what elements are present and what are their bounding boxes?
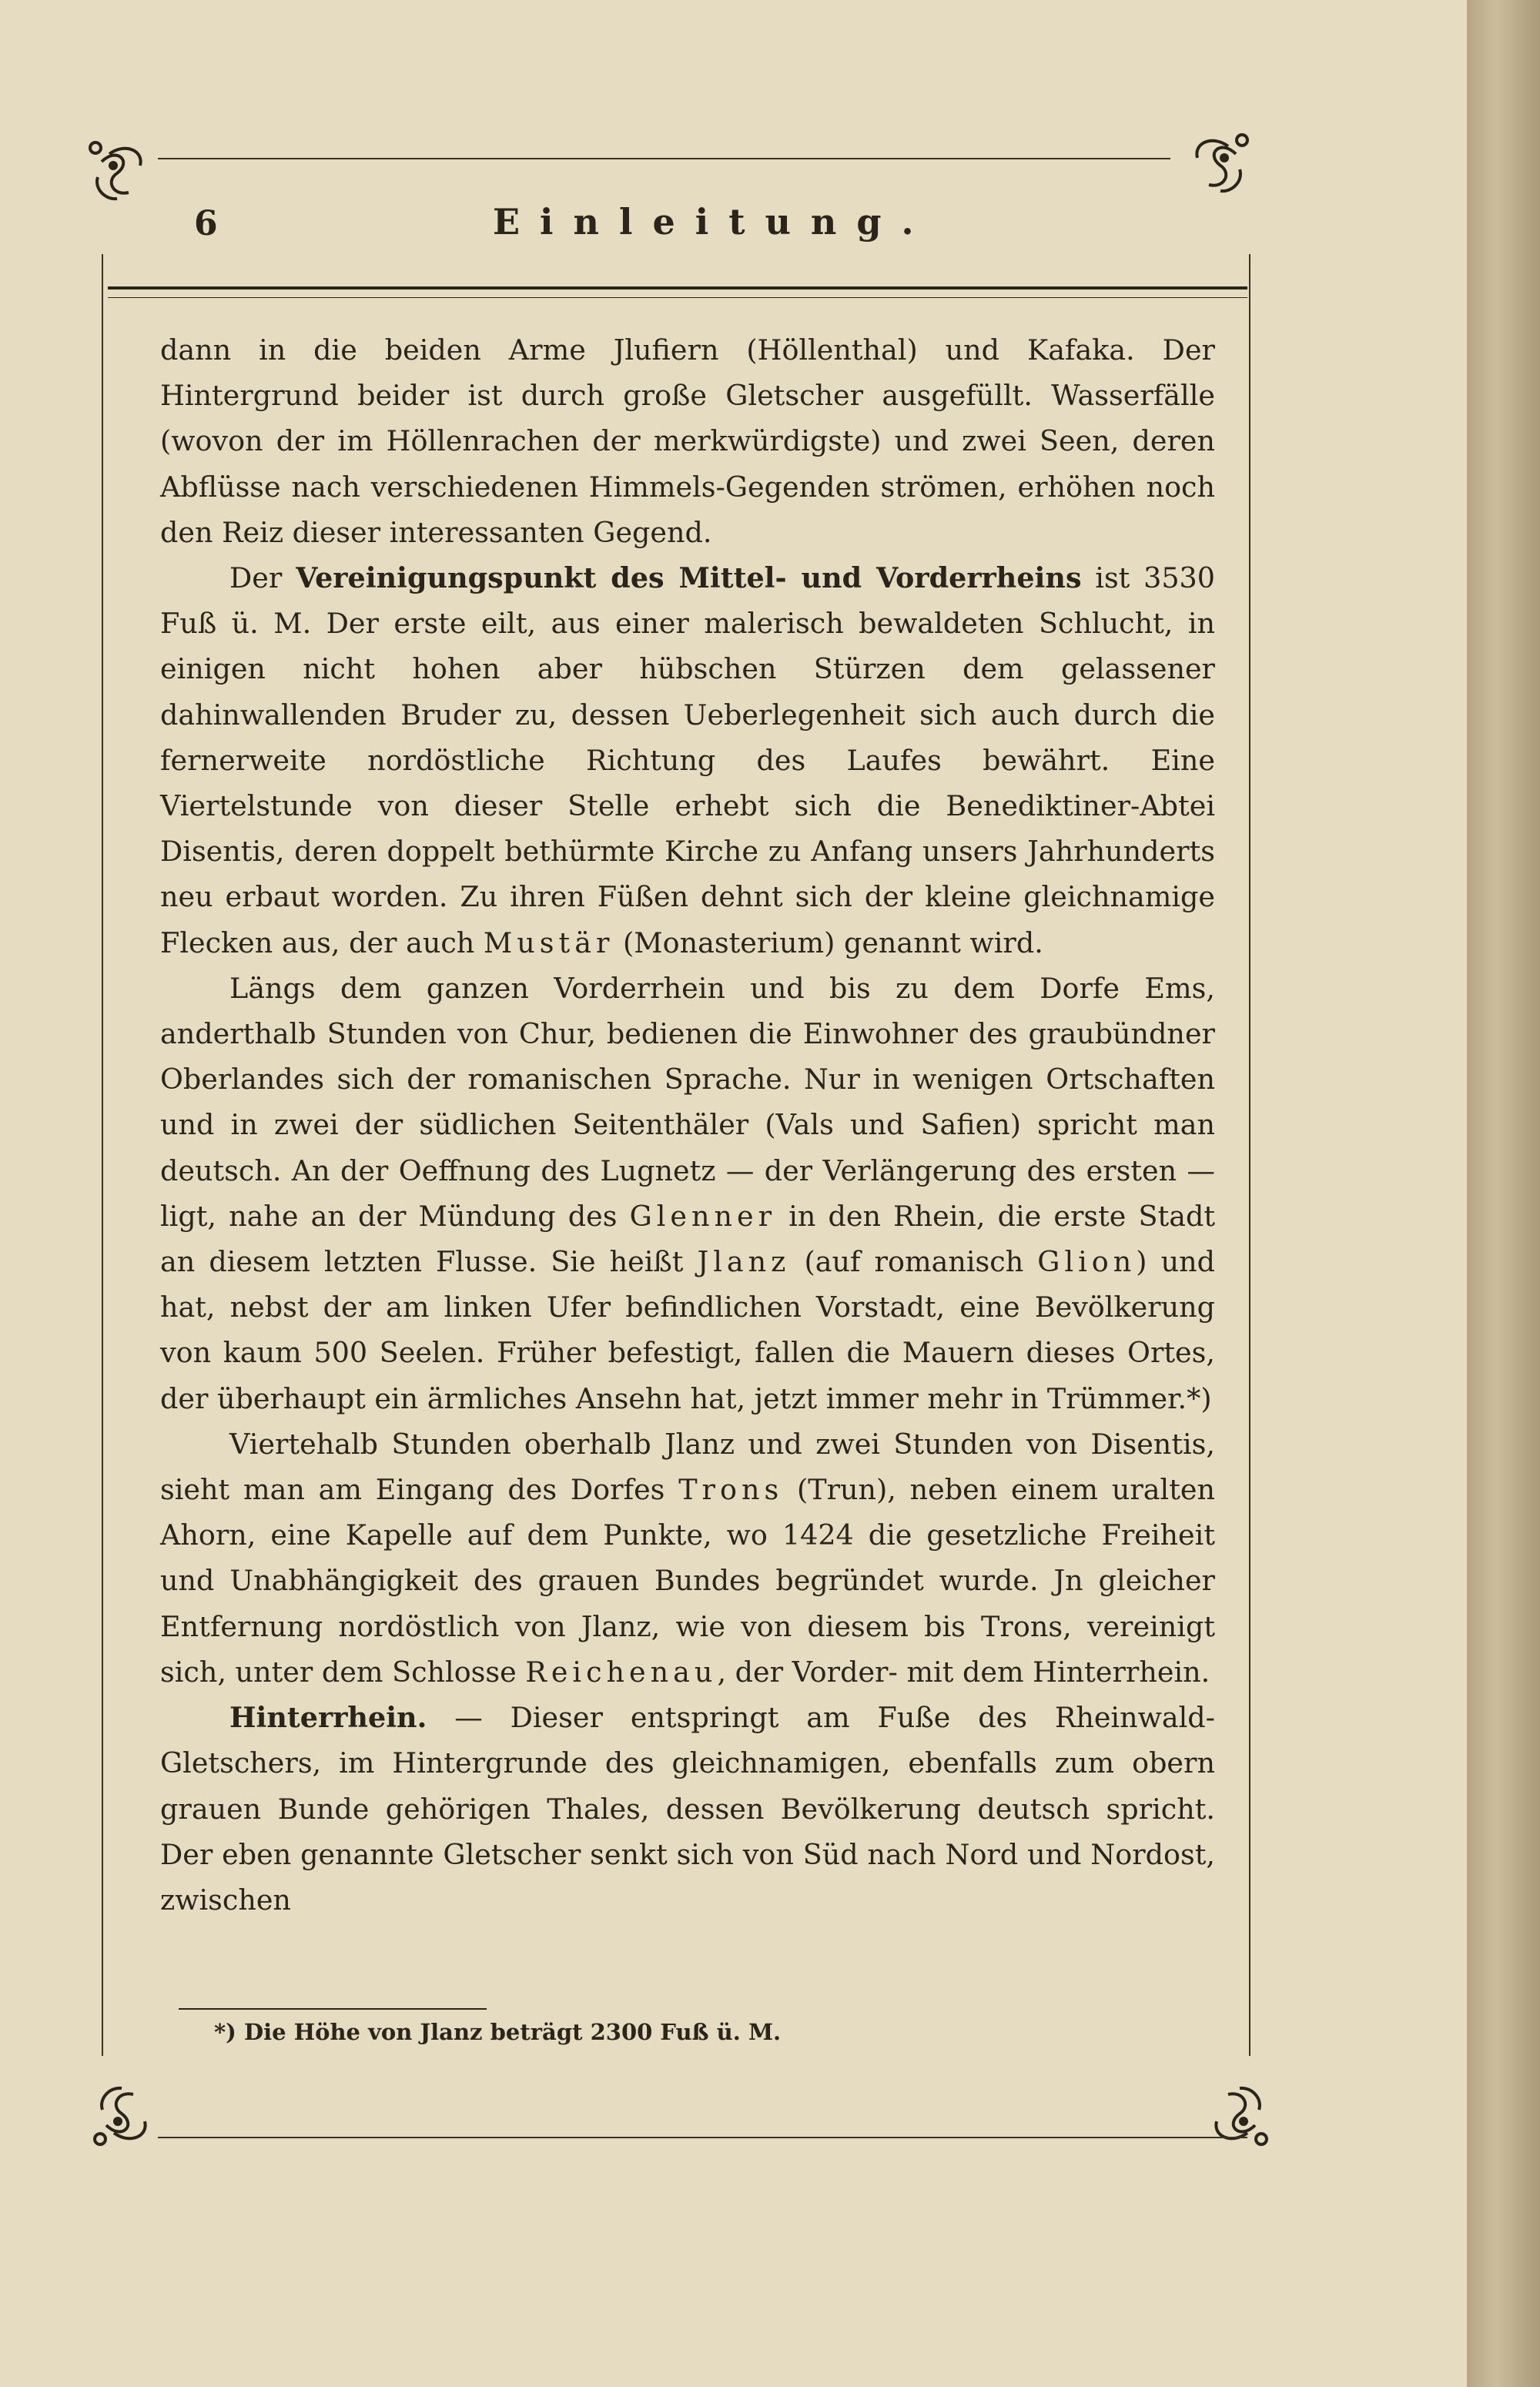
text-run: Längs dem ganzen Vorderrhein und bis zu dem Dorfe Ems, anderthalb Stunden von Chur, bedienen die Einwohner des graubündner Oberlandes sich der romanischen Sprache. Nur in wenigen Ortschaften und in zwei der südlichen Seitenthäler (Vals und Safien) spricht man deutsch. An der Oeffnung des Lugnetz — der Verlängerung des ersten — ligt, nahe an der Mündung des bbox=[160, 971, 1215, 1233]
text-run: (Monasterium) genannt wird. bbox=[614, 926, 1043, 959]
spaced-emphasis-text: Glion bbox=[1037, 1245, 1137, 1279]
text-run: in den Rhein, die erste Stadt an diesem letzten Flusse. Sie heißt bbox=[160, 1199, 1215, 1279]
footnote-rule bbox=[179, 2008, 487, 2010]
spaced-emphasis-text: Trons bbox=[678, 1473, 784, 1507]
text-run: , der Vorder- mit dem Hinterrhein. bbox=[717, 1655, 1210, 1689]
header-double-rule bbox=[108, 286, 1247, 298]
spaced-emphasis-text: Glenner bbox=[629, 1199, 777, 1233]
right-frame-rule bbox=[1249, 254, 1250, 2056]
book-spine-edge bbox=[1467, 0, 1540, 2387]
paragraph bbox=[160, 966, 1215, 1421]
bottom-frame-rule bbox=[158, 2137, 1247, 2138]
paragraph bbox=[160, 1421, 1215, 1695]
text-run: Der bbox=[229, 561, 296, 595]
paragraph bbox=[160, 1695, 1215, 1923]
paragraph bbox=[160, 555, 1215, 966]
body-text bbox=[160, 327, 1215, 1923]
spaced-emphasis-text: Mustär bbox=[483, 926, 614, 959]
page-header bbox=[154, 196, 1217, 250]
spaced-emphasis-text: Jlanz bbox=[697, 1245, 791, 1279]
bottom-left-ornament bbox=[91, 2079, 160, 2148]
text-run: (auf romanisch bbox=[790, 1245, 1038, 1279]
text-run: dann in die beiden Arme Jlufiern (Höllenthal) und Kafaka. Der Hintergrund beider ist durch große Gletscher ausgefüllt. Wasserfälle (wovon der im Höllenrachen der merkwürdigste) und zwei Seen, deren Abflüsse nach verschiedenen Himmels-Gegenden strömen, erhöhen noch den Reiz dieser interessanten Gegend. bbox=[160, 333, 1215, 549]
text-run: ) und hat, nebst der am linken Ufer befindlichen Vorstadt, eine Bevölkerung von kaum 500 Seelen. Früher befestigt, fallen die Mauern dieses Ortes, der überhaupt ein ärmliches Ansehn hat, jetzt immer mehr in Trümmer.*) bbox=[160, 1245, 1215, 1415]
bold-heading-text: Hinterrhein. bbox=[229, 1701, 427, 1735]
top-left-ornament bbox=[86, 139, 156, 208]
text-run: ist 3530 Fuß ü. M. Der erste eilt, aus einer malerisch bewaldeten Schlucht, in einigen nicht hohen aber hübschen Stürzen dem gelassener dahinwallenden Bruder zu, dessen Ueberlegenheit sich auch durch die fernerweite nordöstliche Richtung des Laufes bewährt. Eine Viertelstunde von dieser Stelle erhebt sich die Benediktiner-Abtei Disentis, deren doppelt bethürmte Kirche zu Anfang unsers Jahrhunderts neu erbaut worden. Zu ihren Füßen dehnt sich der kleine gleichnamige Flecken aus, der auch bbox=[160, 561, 1216, 959]
footnote: *) Die Höhe von Jlanz beträgt 2300 Fuß ü. M. bbox=[214, 2019, 782, 2045]
text-run: Viertehalb Stunden oberhalb Jlanz und zwei Stunden von Disentis, sieht man am Eingang des Dorfes bbox=[160, 1427, 1215, 1507]
text-run: — Dieser entspringt am Fuße des Rheinwald-Gletschers, im Hintergrunde des gleichnamigen, ebenfalls zum obern grauen Bunde gehörigen Thales, dessen Bevölkerung deutsch spricht. Der eben genannte Gletscher senkt sich von Süd nach Nord und Nordost, zwischen bbox=[160, 1701, 1215, 1917]
paragraph bbox=[160, 327, 1215, 555]
page-number: 6 bbox=[194, 204, 218, 243]
running-head: Einleitung. bbox=[493, 201, 934, 243]
spaced-emphasis-text: Reichenau bbox=[525, 1655, 718, 1689]
bold-heading-text: Vereinigungspunkt des Mittel- und Vorderrheins bbox=[296, 561, 1082, 595]
left-frame-rule bbox=[102, 254, 103, 2056]
text-run: (Trun), neben einem uralten Ahorn, eine Kapelle auf dem Punkte, wo 1424 die gesetzliche Freiheit und Unabhängigkeit des grauen Bundes begründet wurde. Jn gleicher Entfernung nordöstlich von Jlanz, wie von diesem bis Trons, vereinigt sich, unter dem Schlosse bbox=[160, 1473, 1215, 1689]
top-right-ornament bbox=[1182, 131, 1251, 200]
top-frame-rule bbox=[158, 158, 1170, 159]
